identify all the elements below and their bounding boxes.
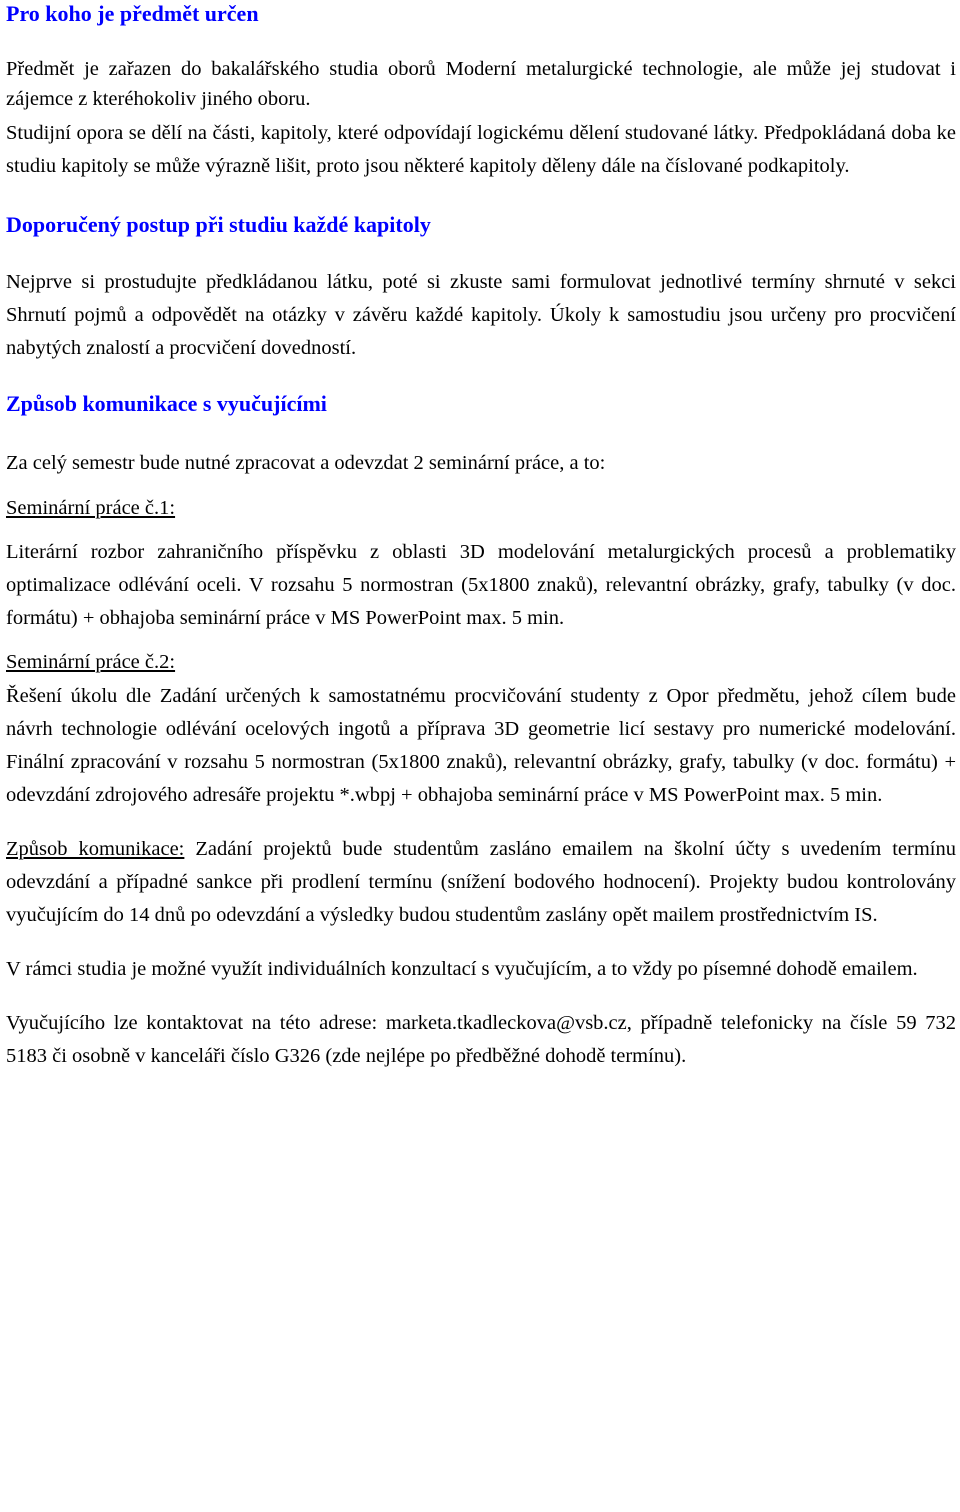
- seminar-2-description: Řešení úkolu dle Zadání určených k samostatnému procvičování studenty z Opor předmětu, jehož cílem bude návrh technologie odlévání ocelových ingotů a příprava 3D geometrie licí sestavy pro numerické modelování. Finální zpracování v rozsahu 5 normostran (5x1800 znaků), relevantní obrázky, grafy, tabulky (v doc. formátu) + odevzdání zdrojového adresáře projektu *.wbpj + obhajoba seminární práce v MS PowerPoint max. 5 min.: [6, 685, 956, 806]
- heading-audience: Pro koho je předmět určen: [6, 1, 259, 26]
- paragraph-semester: Za celý semestr bude nutné zpracovat a odevzdat 2 seminární práce, a to:: [6, 452, 606, 474]
- paragraph-communication: [6, 833, 956, 932]
- paragraph-procedure: Nejprve si prostudujte předkládanou látku, poté si zkuste sami formulovat jednotlivé termíny shrnuté v sekci Shrnutí pojmů a odpovědět na otázky v závěru každé kapitoly. Úkoly k samostudiu jsou určeny pro procvičení nabytých znalostí a procvičení dovedností.: [6, 271, 956, 359]
- seminar-2-label: [6, 646, 956, 679]
- seminar-1-label-text: Seminární práce č.1:: [6, 497, 176, 519]
- communication-label: Způsob komunikace:: [6, 838, 185, 860]
- seminar-2-label-text: Seminární práce č.2:: [6, 651, 176, 673]
- document-page: [6, 0, 956, 1073]
- paragraph-contact: Vyučujícího lze kontaktovat na této adrese: marketa.tkadleckova@vsb.cz, případně telefonicky na čísle 59 732 5183 či osobně v kanceláři číslo G326 (zde nejlépe po předběžné dohodě termínu).: [6, 1012, 956, 1067]
- communication-text: Zadání projektů bude studentům zasláno emailem na školní účty s uvedením termínu odevzdání a případné sankce při prodlení termínu (snížení bodového hodnocení). Projekty budou kontrolovány vyučujícím do 14 dnů po odevzdání a výsledky budou studentům zaslány opět mailem prostřednictvím IS.: [6, 838, 956, 926]
- seminar-1-description: Literární rozbor zahraničního příspěvku z oblasti 3D modelování metalurgických procesů a problematiky optimalizace odlévání oceli. V rozsahu 5 normostran (5x1800 znaků), relevantní obrázky, grafy, tabulky (v doc. formátu) + obhajoba seminární práce v MS PowerPoint max. 5 min.: [6, 541, 956, 629]
- seminar-1-label: [6, 492, 956, 525]
- heading-communication: Způsob komunikace s vyučujícími: [6, 391, 327, 416]
- paragraph-audience: Předmět je zařazen do bakalářského studia oborů Moderní metalurgické technologie, ale může jej studovat i zájemce z kteréhokoliv jiného oboru.: [6, 58, 956, 110]
- paragraph-structure: Studijní opora se dělí na části, kapitoly, které odpovídají logickému dělení studované látky. Předpokládaná doba ke studiu kapitoly se může výrazně lišit, proto jsou některé kapitoly děleny dále na číslované podkapitoly.: [6, 122, 956, 177]
- heading-procedure: Doporučený postup při studiu každé kapitoly: [6, 212, 431, 237]
- paragraph-consultation: V rámci studia je možné využít individuálních konzultací s vyučujícím, a to vždy po písemné dohodě emailem.: [6, 958, 918, 980]
